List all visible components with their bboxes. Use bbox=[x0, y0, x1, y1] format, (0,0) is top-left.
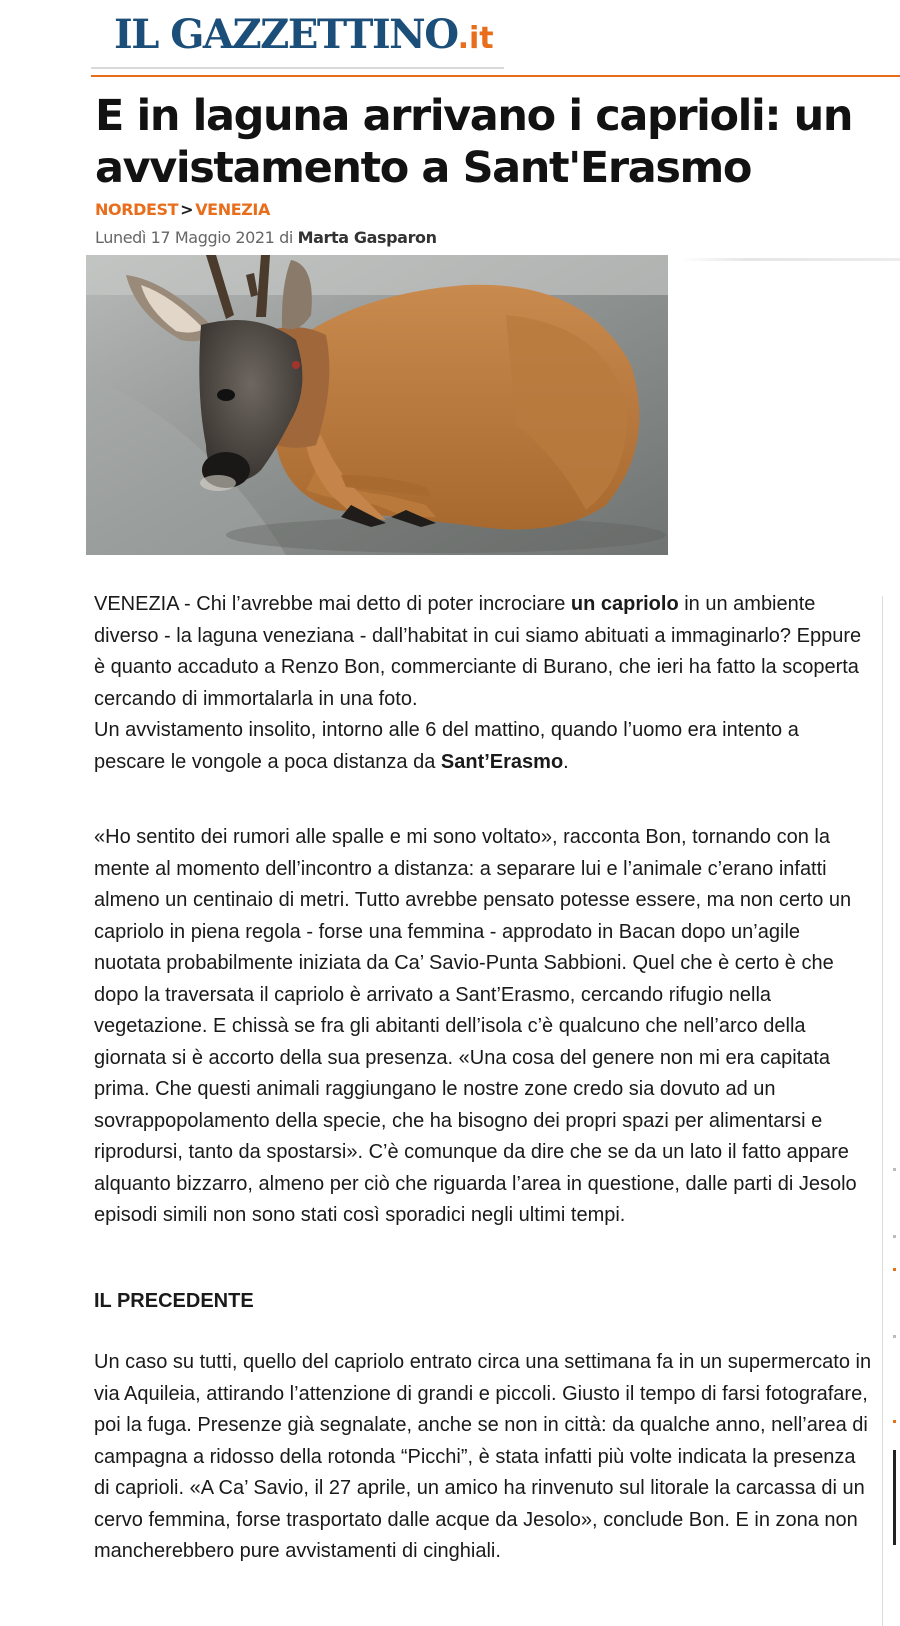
article-paragraph-2: «Ho sentito dei rumori alle spalle e mi sono voltato», racconta Bon, tornando con la mente al momento dell’incontro a distanza: a separare lui e l’animale c’erano infatti almeno un centinaio di metri. Tutto avrebbe pensato potesse essere, ma non certo un capriolo in piena regola - forse una femmina - approdato in Bacan dopo un’agile nuotata probabilmente iniziata da Ca’ Savio-Punta Sabbioni. Quel che è certo è che dopo la traversata il capriolo è arrivato a Sant’Erasmo, cercando rifugio nella vegetazione. E chissà se fra gli abitanti dell’isola c’è qualcuno che nell’arco della giornata si è accorto della sua presenza. «Una cosa del genere non mi era capitata prima. Che questi animali raggiungano le nostre zone credo sia dovuto ad un sovrappopolamento della specie, che ha bisogno dei propri spazi per alimentarsi e riprodursi, tanto da spostarsi». C’è comunque da dire che se da un lato il fatto appare alquanto bizzarro, almeno per ciò che riguarda l’area in questione, dalle parti di Jesolo episodi simili non sono stati così sporadici negli ultimi tempi. bbox=[94, 826, 857, 1226]
article-photo[interactable] bbox=[86, 255, 668, 555]
breadcrumb-separator: > bbox=[180, 200, 194, 219]
paragraph-text: Un avvistamento insolito, intorno alle 6 del mattino, quando l’uomo era intento a pescare le vongole a poca distanza da bbox=[94, 719, 799, 773]
bold-text: un capriolo bbox=[570, 593, 679, 615]
sidebar-marker bbox=[893, 1168, 896, 1171]
logo-tld-text: .it bbox=[457, 21, 494, 56]
breadcrumb-link-venezia[interactable]: VENEZIA bbox=[195, 200, 270, 219]
logo-main-text: IL GAZZETTINO bbox=[114, 11, 458, 58]
article-paragraph-1 bbox=[94, 589, 872, 778]
breadcrumb-link-nordest[interactable]: NORDEST bbox=[95, 200, 179, 219]
article-paragraph-3: Un caso su tutti, quello del capriolo entrato circa una settimana fa in un supermercato in via Aquileia, attirando l’attenzione di grandi e piccoli. Giusto il tempo di farsi fotografare, poi la fuga. Presenze già segnalate, anche se non in città: da qualche anno, nell’area di campagna a ridosso della rotonda “Picchi”, è stata infatti più volte indicata la presenza di caprioli. «A Ca’ Savio, il 27 aprile, un amico ha rinvenuto sul litorale la carcassa di un cervo femmina, forse trasportato dalle acque da Jesolo», conclude Bon. E in zona non mancherebbero pure avvistamenti di cinghiali. bbox=[94, 1351, 872, 1562]
article-byline bbox=[95, 228, 437, 247]
paragraph-text: in un ambiente diverso - la laguna veneziana - dall’habitat in cui siamo abituati a immaginarlo? Eppure è quanto accaduto a Renzo Bon, commerciante di Burano, che ieri ha fatto la scoperta cercando di immortalarla in una foto. bbox=[94, 593, 862, 710]
roe-deer-photo bbox=[86, 255, 668, 555]
paragraph-text: VENEZIA - Chi l’avrebbe mai detto di poter incrociare bbox=[94, 593, 571, 615]
logo-underline-divider bbox=[91, 67, 504, 69]
sidebar-border bbox=[882, 596, 883, 1626]
bold-text: Sant’Erasmo bbox=[440, 750, 564, 773]
sidebar-divider bbox=[680, 258, 900, 261]
article-date: Lunedì 17 Maggio 2021 bbox=[95, 228, 275, 247]
article-title: E in laguna arrivano i caprioli: un avvistamento a Sant'Erasmo bbox=[95, 91, 853, 193]
article-author[interactable]: Marta Gasparon bbox=[297, 228, 437, 247]
scrollbar-thumb[interactable] bbox=[893, 1450, 896, 1545]
byline-by: di bbox=[279, 228, 293, 247]
header-divider bbox=[91, 75, 900, 77]
paragraph-text: . bbox=[563, 750, 569, 773]
sidebar-marker bbox=[893, 1235, 896, 1238]
sidebar-marker bbox=[893, 1335, 896, 1338]
sidebar-marker bbox=[893, 1420, 896, 1423]
sidebar-marker bbox=[893, 1268, 896, 1271]
site-logo[interactable] bbox=[114, 10, 494, 60]
breadcrumb bbox=[95, 200, 270, 219]
section-heading: IL PRECEDENTE bbox=[94, 1290, 254, 1312]
